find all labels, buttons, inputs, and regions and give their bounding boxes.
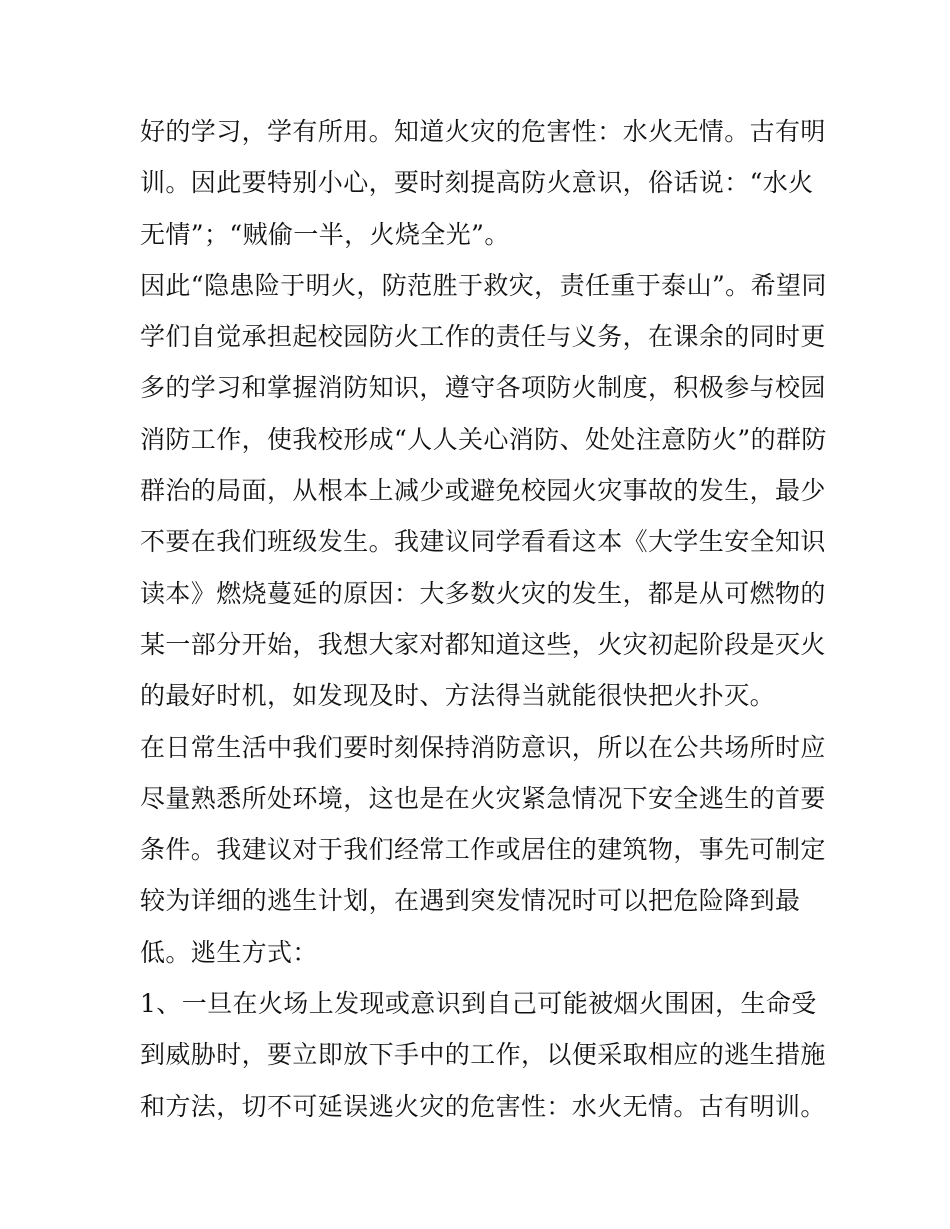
text-line: 低。逃生方式： bbox=[140, 937, 318, 967]
text-line: 因此“隐患险于明火，防范胜于救灾，责任重于泰山”。希望同 bbox=[140, 270, 827, 300]
text-line: 训。因此要特别小心，要时刻提高防火意识，俗话说：“水火 bbox=[140, 168, 814, 198]
text-line: 多的学习和掌握消防知识，遵守各项防火制度，积极参与校园 bbox=[140, 373, 826, 403]
text-line: 读本》燃烧蔓延的原因：大多数火灾的发生，都是从可燃物的 bbox=[140, 578, 826, 608]
text-line: 和方法，切不可延误逃火灾的危害性：水火无情。古有明训。 bbox=[140, 1091, 826, 1121]
text-line: 较为详细的逃生计划，在遇到突发情况时可以把危险降到最 bbox=[140, 886, 801, 916]
text-line: 到威胁时，要立即放下手中的工作，以便采取相应的逃生措施 bbox=[140, 1040, 826, 1070]
paragraph-4 bbox=[140, 978, 826, 1132]
text-line: 群治的局面，从根本上减少或避免校园火灾事故的发生，最少 bbox=[140, 476, 826, 506]
paragraph-2 bbox=[140, 260, 827, 722]
text-line: 尽量熟悉所处环境，这也是在火灾紧急情况下安全逃生的首要 bbox=[140, 783, 826, 813]
text-line: 好的学习，学有所用。知道火灾的危害性：水火无情。古有明 bbox=[140, 117, 826, 146]
text-line: 消防工作，使我校形成“人人关心消防、处处注意防火”的群防 bbox=[140, 424, 827, 454]
text-line: 无情”；“贼偷一半，火烧全光”。 bbox=[140, 219, 510, 249]
text-line: 的最好时机，如发现及时、方法得当就能很快把火扑灭。 bbox=[140, 681, 776, 711]
document-body bbox=[140, 106, 827, 1132]
text-line: 学们自觉承担起校园防火工作的责任与义务，在课余的同时更 bbox=[140, 322, 826, 352]
paragraph-3 bbox=[140, 722, 826, 978]
text-line: 在日常生活中我们要时刻保持消防意识，所以在公共场所时应 bbox=[140, 732, 826, 762]
text-line: 1、一旦在火场上发现或意识到自己可能被烟火围困，生命受 bbox=[140, 989, 817, 1019]
text-line: 条件。我建议对于我们经常工作或居住的建筑物，事先可制定 bbox=[140, 835, 826, 865]
paragraph-1 bbox=[140, 106, 826, 260]
text-line: 某一部分开始，我想大家对都知道这些，火灾初起阶段是灭火 bbox=[140, 629, 826, 659]
text-line: 不要在我们班级发生。我建议同学看看这本《大学生安全知识 bbox=[140, 527, 826, 557]
